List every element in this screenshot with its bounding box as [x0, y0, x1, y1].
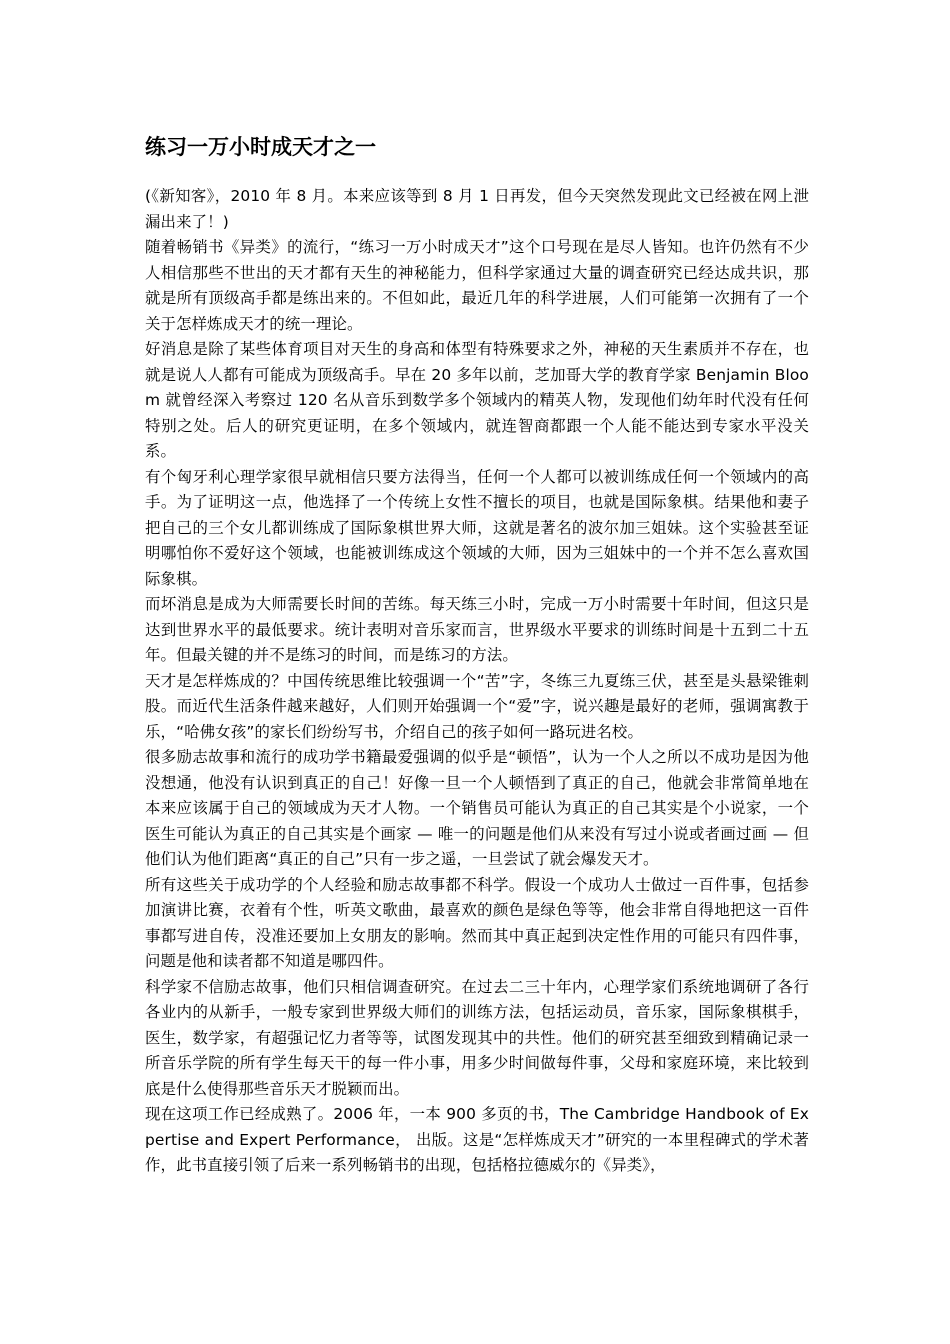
- paragraph-bad-news: 而坏消息是成为大师需要长时间的苦练。每天练三小时，完成一万小时需要十年时间，但这只是达到世界水平的最低要求。统计表明对音乐家而言，世界级水平要求的训练时间是十五到二十五年。但最关键的并不是练习的时间，而是练习的方法。: [145, 595, 809, 664]
- document-title: 练习一万小时成天才之一: [145, 135, 376, 159]
- document-page: [145, 132, 809, 1179]
- paragraph-unscientific: 所有这些关于成功学的个人经验和励志故事都不科学。假设一个成功人士做过一百件事，包括参加演讲比赛，衣着有个性，听英文歌曲，最喜欢的颜色是绿色等等，他会非常自得地把这一百件事都写进自传，没准还要加上女朋友的影响。然而其中真正起到决定性作用的可能只有四件事，问题是他和读者都不知道是哪四件。: [145, 875, 809, 970]
- paragraph-note: (《新知客》，2010 年 8 月。本来应该等到 8 月 1 日再发，但今天突然发现此文已经被在网上泄漏出来了！): [145, 187, 809, 231]
- paragraph-scientists-research: 科学家不信励志故事，他们只相信调查研究。在过去二三十年内，心理学家们系统地调研了各行各业内的从新手，一般专家到世界级大师们的训练方法，包括运动员，音乐家，国际象棋棋手，医生，数学家，有超强记忆力者等等，试图发现其中的共性。他们的研究甚至细致到精确记录一所音乐学院的所有学生每天干的每一件小事，用多少时间做每件事，父母和家庭环境，来比较到底是什么使得那些音乐天才脱颖而出。: [145, 977, 809, 1098]
- paragraph-how-genius-made: 天才是怎样炼成的？中国传统思维比较强调一个“苦”字，冬练三九夏练三伏，甚至是头悬梁锥刺股。而近代生活条件越来越好，人们则开始强调一个“爱”字，说兴趣是最好的老师，强调寓教于乐，“哈佛女孩”的家长们纷纷写书，介绍自己的孩子如何一路玩进名校。: [145, 671, 809, 741]
- paragraph-intro: 随着畅销书《异类》的流行，“练习一万小时成天才”这个口号现在是尽人皆知。也许仍然有不少人相信那些不世出的天才都有天生的神秘能力，但科学家通过大量的调查研究已经达成共识，那就是所有顶级高手都是练出来的。不但如此，最近几年的科学进展，人们可能第一次拥有了一个关于怎样炼成天才的统一理论。: [145, 238, 809, 333]
- paragraph-hungarian-psychologist: 有个匈牙利心理学家很早就相信只要方法得当，任何一个人都可以被训练成任何一个领域内的高手。为了证明这一点，他选择了一个传统上女性不擅长的项目，也就是国际象棋。结果他和妻子把自己的三个女儿都训练成了国际象棋世界大师，这就是著名的波尔加三姐妹。这个实验甚至证明哪怕你不爱好这个领域，也能被训练成这个领域的大师，因为三姐妹中的一个并不怎么喜欢国际象棋。: [145, 467, 809, 588]
- paragraph-epiphany: 很多励志故事和流行的成功学书籍最爱强调的似乎是“顿悟”，认为一个人之所以不成功是因为他没想通，他没有认识到真正的自己！好像一旦一个人顿悟到了真正的自己，他就会非常简单地在本来应该属于自己的领域成为天才人物。一个销售员可能认为真正的自己其实是个小说家，一个医生可能认为真正的自己其实是个画家 — 唯一的问题是他们从来没有写过小说或者画过画 — 但他们认为他们距离“真正的自己”只有一步之遥，一旦尝试了就会爆发天才。: [145, 748, 809, 868]
- paragraph-good-news: 好消息是除了某些体育项目对天生的身高和体型有特殊要求之外，神秘的天生素质并不存在，也就是说人人都有可能成为顶级高手。早在 20 多年以前，芝加哥大学的教育学家 Benjamin Bloom 就曾经深入考察过 120 名从音乐到数学多个领域内的精英人物，发现他们幼年时代没有任何特别之处。后人的研究更证明，在多个领域内，就连智商都跟一个人能不能达到专家水平没关系。: [145, 340, 809, 460]
- paragraph-cambridge-handbook: 现在这项工作已经成熟了。2006 年，一本 900 多页的书，The Cambridge Handbook of Expertise and Expert Performance， 出版。这是“怎样炼成天才”研究的一本里程碑式的学术著作，此书直接引领了后来一系列畅销书的出现，包括格拉德威尔的《异类》，: [145, 1105, 809, 1174]
